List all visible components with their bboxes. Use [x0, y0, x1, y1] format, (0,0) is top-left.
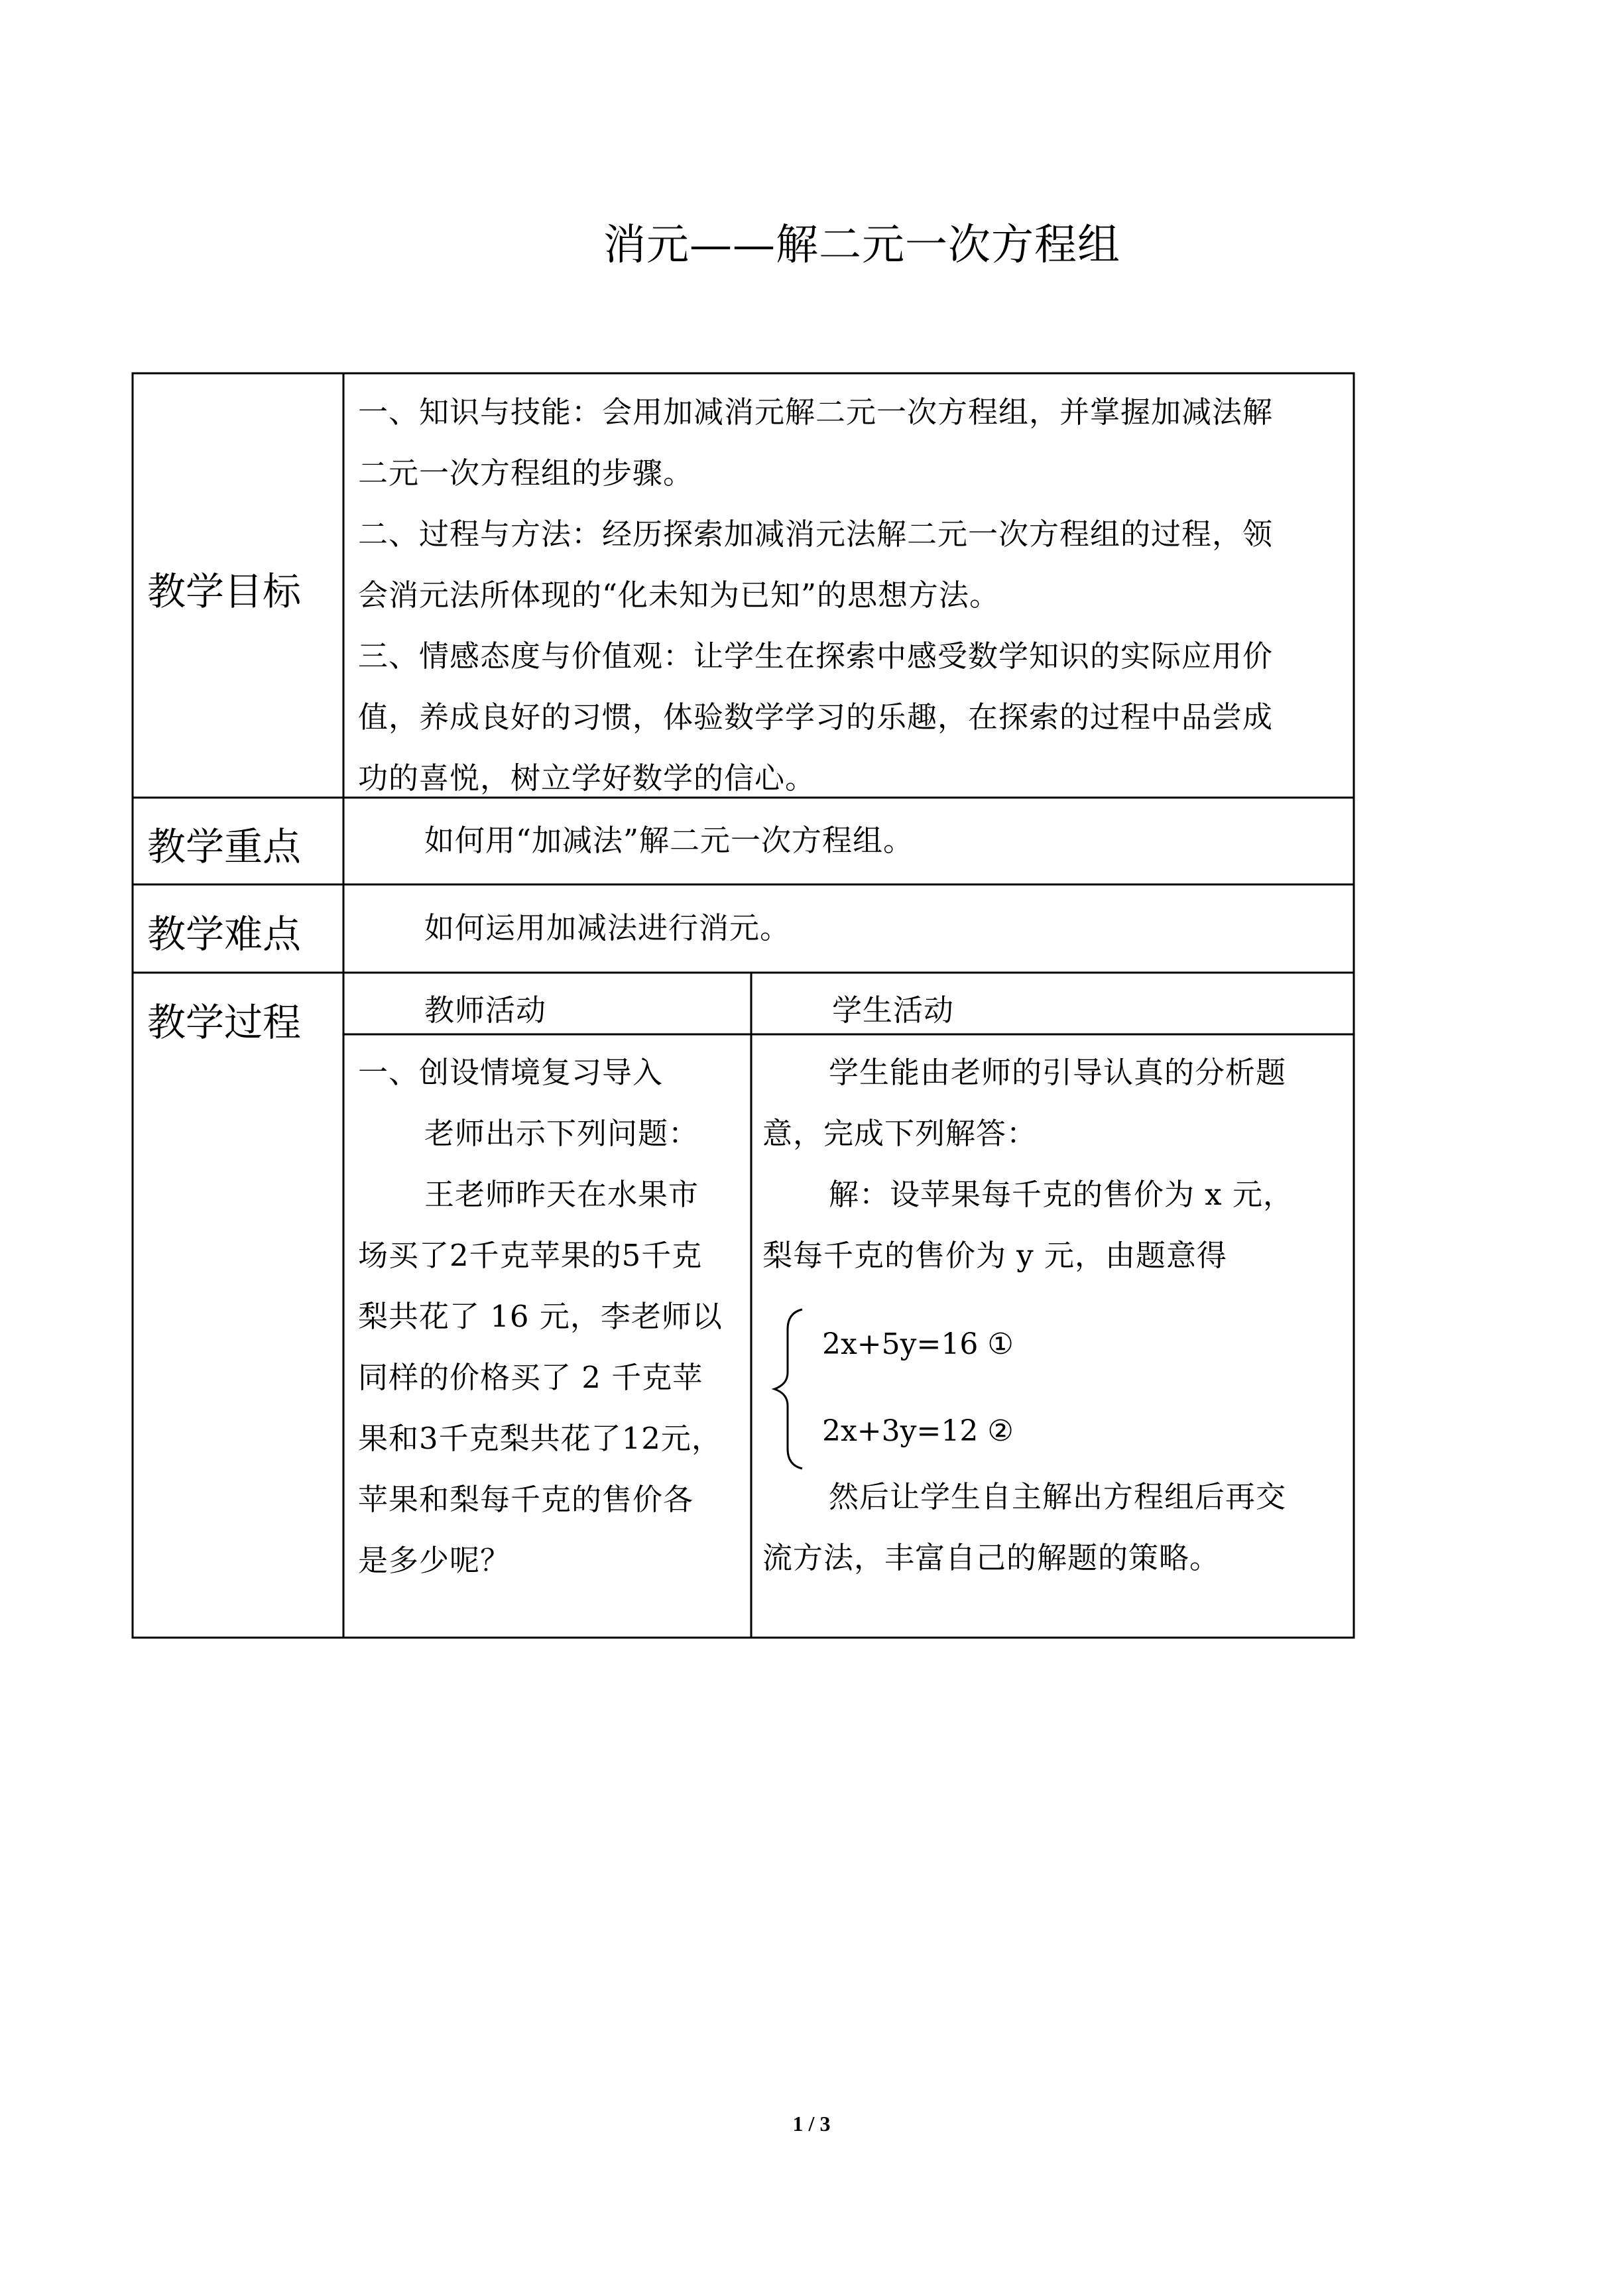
student-line: 流方法，丰富自己的解题的策略。 [762, 1540, 1221, 1575]
objectives-line: 一、知识与技能：会用加减消元解二元一次方程组，并掌握加减法解 [358, 394, 1274, 430]
student-activity-text-top [762, 1042, 1346, 1286]
objectives-line: 二元一次方程组的步骤。 [358, 455, 694, 491]
teacher-line: 同样的价格买了 2 千克苹 [358, 1360, 703, 1395]
objectives-line: 三、情感态度与价值观：让学生在探索中感受数学知识的实际应用价 [358, 638, 1274, 674]
teacher-line: 老师出示下列问题： [424, 1116, 699, 1151]
teacher-line: 果和3千克梨共花了12元， [358, 1421, 722, 1456]
teacher-line: 一、创设情境复习导入 [358, 1055, 664, 1090]
student-line: 意，完成下列解答： [762, 1116, 1038, 1151]
student-activity-header: 学生活动 [832, 993, 955, 1028]
objectives-line: 会消元法所体现的“化未知为已知”的思想方法。 [358, 577, 1000, 613]
key-points-label: 教学重点 [147, 824, 302, 869]
objectives-text [358, 382, 1346, 809]
page-number: 1 / 3 [792, 2112, 831, 2136]
student-activity-text-bottom [762, 1467, 1346, 1589]
key-points-text: 如何用“加减法”解二元一次方程组。 [424, 823, 914, 858]
student-line: 然后让学生自主解出方程组后再交 [829, 1479, 1287, 1514]
student-line: 学生能由老师的引导认真的分析题 [829, 1055, 1287, 1090]
teacher-line: 王老师昨天在水果市 [424, 1177, 699, 1212]
difficulties-label: 教学难点 [147, 912, 302, 957]
teacher-activity-text [358, 1042, 746, 1591]
difficulties-text: 如何运用加减法进行消元。 [424, 910, 791, 945]
objectives-line: 功的喜悦，树立学好数学的信心。 [358, 760, 816, 796]
student-line: 解：设苹果每千克的售价为 x 元， [829, 1177, 1293, 1212]
teacher-line: 场买了2千克苹果的5千克 [358, 1238, 703, 1273]
document-title: 消元——解二元一次方程组 [603, 221, 1120, 270]
objectives-line: 值，养成良好的习惯，体验数学学习的乐趣，在探索的过程中品尝成 [358, 699, 1274, 735]
process-label: 教学过程 [147, 1000, 302, 1045]
objectives-line: 二、过程与方法：经历探索加减消元法解二元一次方程组的过程，领 [358, 516, 1274, 552]
teacher-activity-header: 教师活动 [424, 993, 547, 1028]
teacher-line: 苹果和梨每千克的售价各 [358, 1482, 694, 1517]
teacher-line: 是多少呢？ [358, 1543, 511, 1578]
equation-2: 2x+3y=12 ② [822, 1414, 1014, 1448]
equation-1: 2x+5y=16 ① [822, 1327, 1014, 1361]
teacher-line: 梨共花了 16 元，李老师以 [358, 1299, 723, 1334]
objectives-label: 教学目标 [147, 569, 302, 614]
student-line: 梨每千克的售价为 y 元，由题意得 [762, 1238, 1228, 1273]
equation-brace [774, 1309, 802, 1469]
